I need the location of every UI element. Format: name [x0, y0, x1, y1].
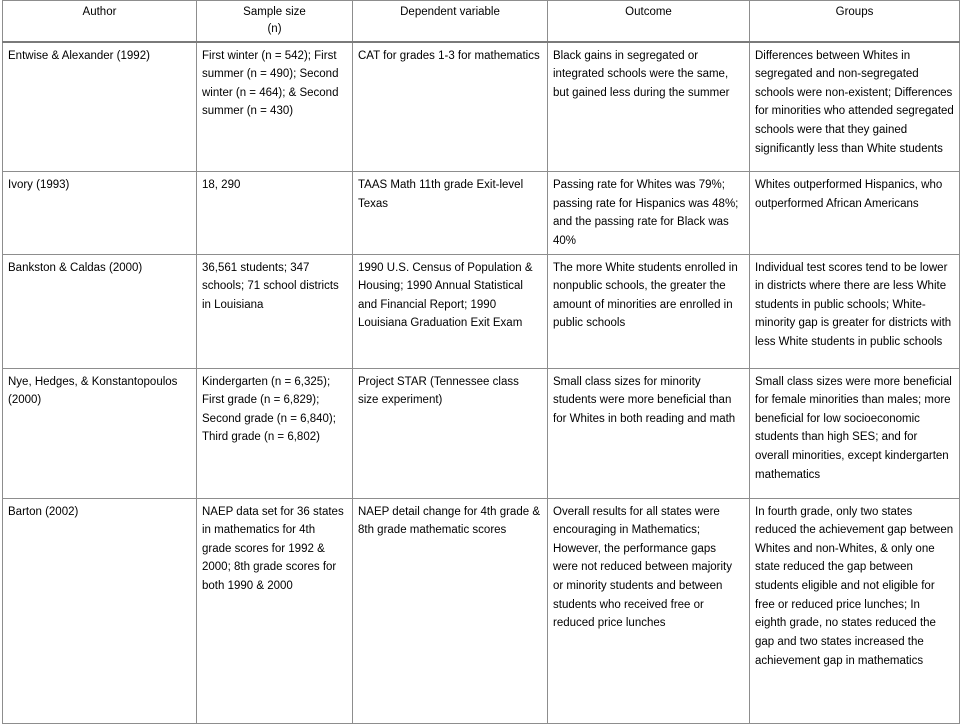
cell-sample-size: 36,561 students; 347 schools; 71 school districts in Louisiana — [197, 254, 353, 368]
cell-groups: Small class sizes were more beneficial for female minorities than males; more beneficial for low socioeconomic students than high SES; and for overall minorities, except kindergarten mathematics — [750, 368, 960, 498]
column-header-sample-size — [197, 1, 353, 42]
cell-dependent-variable: 1990 U.S. Census of Population & Housing; 1990 Annual Statistical and Financial Report; 1990 Louisiana Graduation Exit Exam — [353, 254, 548, 368]
cell-dependent-variable: Project STAR (Tennessee class size experiment) — [353, 368, 548, 498]
table-row — [3, 368, 960, 498]
table-header-row — [3, 1, 960, 42]
cell-dependent-variable: NAEP detail change for 4th grade & 8th grade mathematic scores — [353, 498, 548, 723]
cell-author: Bankston & Caldas (2000) — [3, 254, 197, 368]
table-row — [3, 254, 960, 368]
cell-groups: Differences between Whites in segregated and non-segregated schools were non-existent; Differences for minorities who attended segregated schools were that they gained significantly less than White students — [750, 42, 960, 172]
column-header-author — [3, 1, 197, 42]
cell-sample-size: 18, 290 — [197, 172, 353, 255]
column-header-sample-size-label: Sample size — [243, 6, 306, 18]
cell-groups: In fourth grade, only two states reduced the achievement gap between Whites and non-Whites, & only one state reduced the gap between students eligible and not eligible for free or reduced price lunches; In eighth grade, no states reduced the gap and two states increased the achievement gap in mathematics — [750, 498, 960, 723]
cell-author: Entwise & Alexander (1992) — [3, 42, 197, 172]
table-row — [3, 172, 960, 255]
cell-outcome: Passing rate for Whites was 79%; passing rate for Hispanics was 48%; and the passing rate for Black was 40% — [548, 172, 750, 255]
column-header-outcome — [548, 1, 750, 42]
cell-sample-size: NAEP data set for 36 states in mathematics for 4th grade scores for 1992 & 2000; 8th grade scores for both 1990 & 2000 — [197, 498, 353, 723]
literature-review-table — [2, 0, 960, 724]
cell-dependent-variable: CAT for grades 1-3 for mathematics — [353, 42, 548, 172]
cell-groups: Individual test scores tend to be lower in districts where there are less White students in public schools; White-minority gap is greater for districts with less White students in public schools — [750, 254, 960, 368]
cell-outcome: Overall results for all states were encouraging in Mathematics; However, the performance gaps were not reduced between majority or minority students and between students who received free or reduced price lunches — [548, 498, 750, 723]
cell-sample-size: First winter (n = 542); First summer (n = 490); Second winter (n = 464); & Second summer (n = 430) — [197, 42, 353, 172]
cell-author: Nye, Hedges, & Konstantopoulos (2000) — [3, 368, 197, 498]
cell-author: Ivory (1993) — [3, 172, 197, 255]
column-header-dependent-variable-label: Dependent variable — [400, 6, 500, 18]
cell-author: Barton (2002) — [3, 498, 197, 723]
cell-dependent-variable: TAAS Math 11th grade Exit-level Texas — [353, 172, 548, 255]
table-header — [3, 1, 960, 42]
table-row — [3, 498, 960, 723]
cell-outcome: The more White students enrolled in nonpublic schools, the greater the amount of minorities are enrolled in public schools — [548, 254, 750, 368]
cell-outcome: Black gains in segregated or integrated schools were the same, but gained less during the summer — [548, 42, 750, 172]
cell-outcome: Small class sizes for minority students were more beneficial than for Whites in both reading and math — [548, 368, 750, 498]
column-header-dependent-variable — [353, 1, 548, 42]
column-header-author-label: Author — [82, 6, 117, 18]
cell-sample-size: Kindergarten (n = 6,325); First grade (n = 6,829); Second grade (n = 6,840); Third grade (n = 6,802) — [197, 368, 353, 498]
cell-groups: Whites outperformed Hispanics, who outperformed African Americans — [750, 172, 960, 255]
column-header-groups — [750, 1, 960, 42]
column-header-outcome-label: Outcome — [625, 6, 672, 18]
table-row — [3, 42, 960, 172]
column-header-groups-label: Groups — [835, 6, 874, 18]
table-body — [3, 42, 960, 724]
column-header-sample-size-sub: (n) — [267, 23, 282, 36]
